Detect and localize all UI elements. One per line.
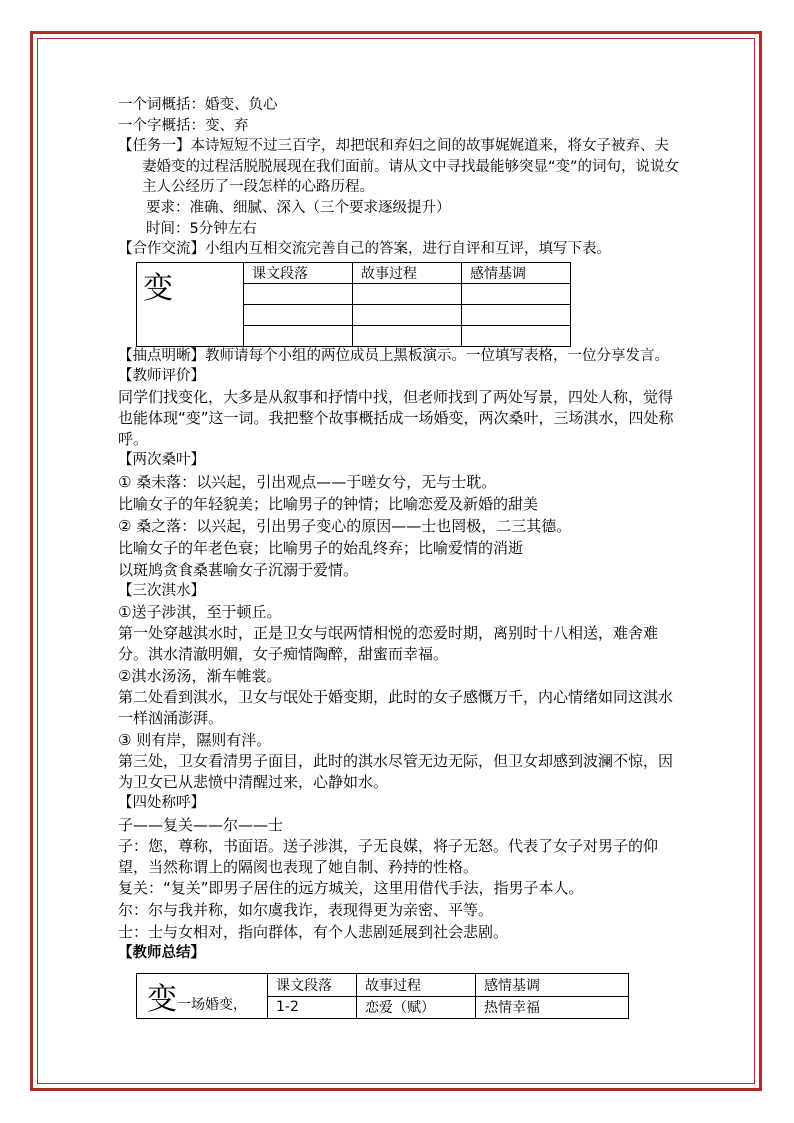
summary-header-emotion: 感情基调 bbox=[476, 974, 629, 997]
cooperation-heading: 【合作交流】小组内互相交流完善自己的答案，进行自评和互评，填写下表。 bbox=[118, 241, 611, 258]
table-cell bbox=[462, 326, 571, 347]
qi-three: ③ 则有岸，隰则有泮。 bbox=[118, 731, 272, 750]
summary-big-char: 变 bbox=[147, 982, 177, 1017]
summary-table-label: 变一场婚变， bbox=[137, 974, 268, 1019]
mulberry-two-meaning: 比喻女子的年老色衰；比喻男子的始乱终弃；比喻爱情的消逝 bbox=[118, 538, 524, 557]
task-requirement: 要求：准确、细腻、深入（三个要求逐级提升） bbox=[146, 199, 451, 216]
mulberry-two-note: 以斑鸠贪食桑葚喻女子沉溺于爱情。 bbox=[118, 560, 359, 579]
qi-three-text: 第三处，卫女看清男子面目，此时的淇水尽管无边无际，但卫女却感到波澜不惊，因为卫女已从悲愤中清醒过来，心静如水。 bbox=[118, 752, 674, 792]
table-header-paragraph: 课文段落 bbox=[244, 263, 353, 284]
qi-two-text: 第二处看到淇水，卫女与氓处于婚变期，此时的女子感慨万千，内心情绪如同这淇水一样汹涌澎湃。 bbox=[118, 688, 674, 728]
address-sequence: 子——复关——尔——士 bbox=[118, 815, 284, 834]
summary-header-process: 故事过程 bbox=[357, 974, 476, 997]
address-heading: 【四处称呼】 bbox=[118, 795, 205, 812]
summary-header-paragraph: 课文段落 bbox=[268, 974, 357, 997]
summary-cell-process: 恋爱（赋） bbox=[357, 996, 476, 1019]
teacher-comment-text: 同学们找变化，大多是从叙事和抒情中找，但老师找到了两处写景，四处人称，觉得也能体现“变”这一词。我把整个故事概括成一场婚变，两次桑叶，三场淇水，四处称呼。 bbox=[118, 387, 674, 448]
table-cell bbox=[462, 284, 571, 305]
table-header-emotion: 感情基调 bbox=[462, 263, 571, 284]
qi-one-text: 第一处穿越淇水时，正是卫女与氓两情相悦的恋爱时期，离别时十八相送，难舍难分。淇水清澈明媚，女子痴情陶醉，甜蜜而幸福。 bbox=[118, 624, 659, 664]
qi-two: ②淇水汤汤，渐车帷裳。 bbox=[118, 667, 282, 686]
table-big-char: 变 bbox=[137, 263, 244, 347]
teacher-summary-heading: 【教师总结】 bbox=[118, 944, 205, 961]
qi-heading: 【三次淇水】 bbox=[118, 582, 205, 599]
mulberry-two: ② 桑之落：以兴起，引出男子变心的原因——士也罔极，二三其德。 bbox=[118, 516, 572, 535]
summary-char: 一个字概括：变、弃 bbox=[118, 117, 249, 134]
document-body bbox=[118, 95, 680, 963]
table-cell bbox=[244, 284, 353, 305]
table-cell bbox=[353, 326, 462, 347]
mulberry-one-meaning: 比喻女子的年轻貌美；比喻男子的钟情；比喻恋爱及新婚的甜美 bbox=[118, 494, 539, 513]
table-cell bbox=[244, 305, 353, 326]
cooperation-table bbox=[136, 262, 571, 347]
table-header-process: 故事过程 bbox=[353, 263, 462, 284]
summary-cell-emotion: 热情幸福 bbox=[476, 996, 629, 1019]
qi-one: ①送子涉淇，至于顿丘。 bbox=[118, 603, 282, 622]
table-cell bbox=[462, 305, 571, 326]
mulberry-one: ① 桑未落：以兴起，引出观点——于嗟女兮，无与士耽。 bbox=[118, 472, 497, 491]
summary-word: 一个词概括：婚变、负心 bbox=[118, 97, 278, 113]
address-er: 尔：尔与我并称，如尔虞我诈，表现得更为亲密、平等。 bbox=[118, 900, 494, 919]
table-cell bbox=[353, 305, 462, 326]
address-shi: 士：士与女相对，指向群体，有个人悲剧延展到社会悲剧。 bbox=[118, 922, 509, 941]
summary-cell-paragraph: 1-2 bbox=[268, 996, 357, 1019]
mulberry-heading: 【两次桑叶】 bbox=[118, 451, 205, 468]
address-fuguan: 复关：“复关”即男子居住的远方城关，这里用借代手法，指男子本人。 bbox=[118, 878, 584, 897]
draw-clarify: 【抽点明晰】教师请每个小组的两位成员上黑板演示。一位填写表格，一位分享发言。 bbox=[118, 347, 669, 364]
teacher-comment-heading: 【教师评价】 bbox=[118, 368, 205, 385]
summary-sub-label: 一场婚变 bbox=[177, 997, 233, 1013]
task-time: 时间：5分钟左右 bbox=[146, 220, 257, 237]
table-cell bbox=[244, 326, 353, 347]
address-zi: 子：您，尊称，书面语。送子涉淇，子无良媒，将子无怒。代表了女子对男子的仰望，当然称谓上的隔阂也表现了她自制、矜持的性格。 bbox=[118, 836, 659, 876]
table-cell bbox=[353, 284, 462, 305]
task-one: 【任务一】本诗短短不过三百字，却把氓和弃妇之间的故事娓娓道来，将女子被弃、夫妻婚变的过程活脱脱展现在我们面前。请从文中寻找最能够突显“变”的词句，说说女主人公经历了一段怎样的心路历程。 bbox=[118, 138, 680, 196]
summary-table bbox=[136, 973, 629, 1019]
